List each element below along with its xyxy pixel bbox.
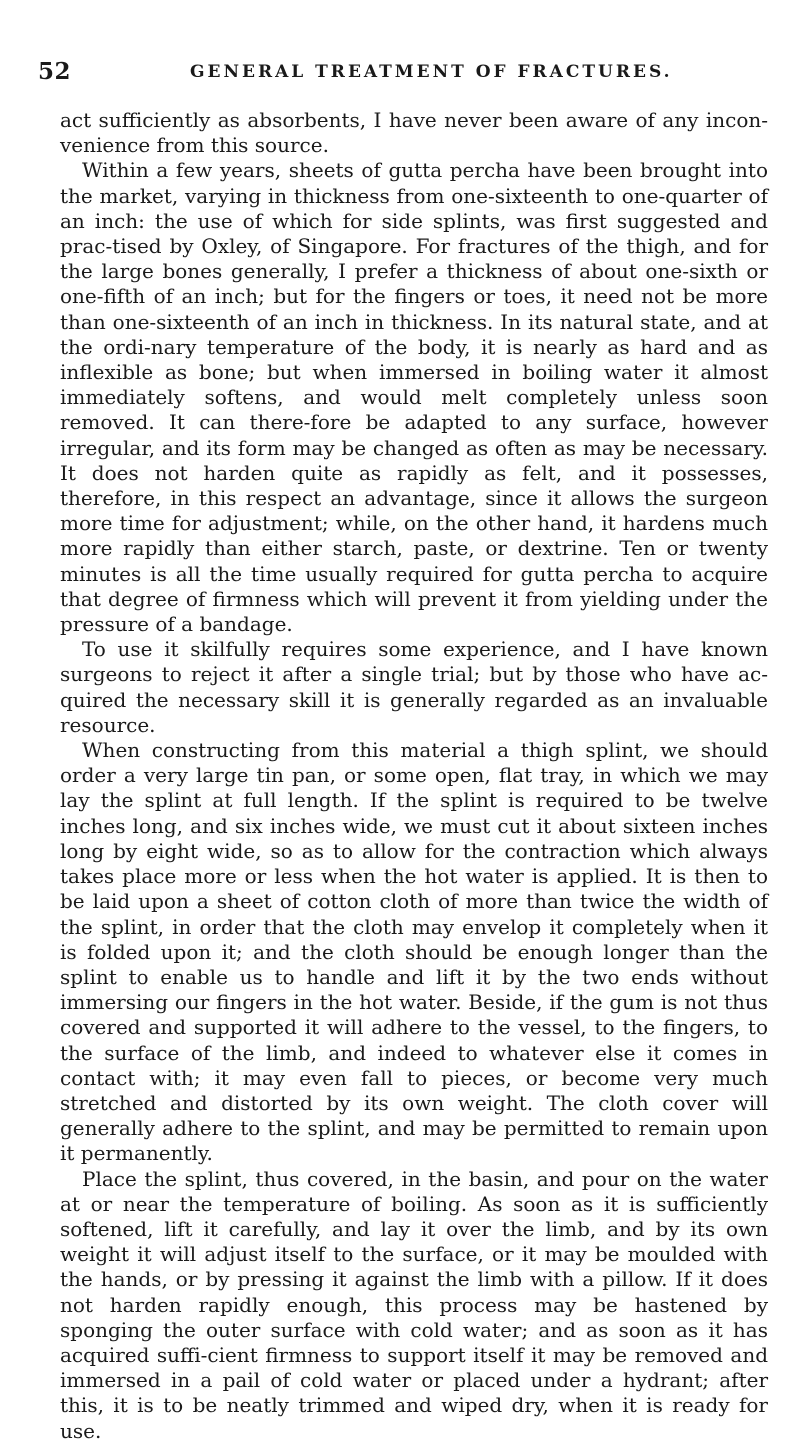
- paragraph-continued: act sufficiently as absorbents, I have never been aware of any incon-venience from this source.: [60, 108, 768, 158]
- paragraph-skill: To use it skilfully requires some experience, and I have known surgeons to reject it after a single trial; but by those who have ac-quired the necessary skill it is generally regarded as an invaluable resource.: [60, 637, 768, 737]
- page-number: 52: [38, 58, 72, 85]
- running-title: GENERAL TREATMENT OF FRACTURES.: [190, 62, 673, 82]
- paragraph-thigh-splint: When constructing from this material a thigh splint, we should order a very large tin pan, or some open, flat tray, in which we may lay the splint at full length. If the splint is required to be twelve inches long, and six inches wide, we must cut it about sixteen inches long by eight wide, so as to allow for the contraction which always takes place more or less when the hot water is applied. It is then to be laid upon a sheet of cotton cloth of more than twice the width of the splint, in order that the cloth may envelop it completely when it is folded upon it; and the cloth should be enough longer than the splint to enable us to handle and lift it by the two ends without immersing our fingers in the hot water. Beside, if the gum is not thus covered and supported it will adhere to the vessel, to the fingers, to the surface of the limb, and indeed to whatever else it comes in contact with; it may even fall to pieces, or become very much stretched and distorted by its own weight. The cloth cover will generally adhere to the splint, and may be permitted to remain upon it permanently.: [60, 738, 768, 1166]
- paragraph-application: Place the splint, thus covered, in the basin, and pour on the water at or near the temperature of boiling. As soon as it is sufficiently softened, lift it carefully, and lay it over the limb, and by its own weight it will adjust itself to the surface, or it may be moulded with the hands, or by pressing it against the limb with a pillow. If it does not harden rapidly enough, this process may be hastened by sponging the outer surface with cold water; and as soon as it has acquired suffi-cient firmness to support itself it may be removed and immersed in a pail of cold water or placed under a hydrant; after this, it is to be neatly trimmed and wiped dry, when it is ready for use.: [60, 1166, 768, 1443]
- paragraph-gutta-percha: Within a few years, sheets of gutta percha have been brought into the market, varying in thickness from one-sixteenth to one-quarter of an inch: the use of which for side splints, was first suggested and prac-tised by Oxley, of Singapore. For fractures of the thigh, and for the large bones generally, I prefer a thickness of about one-sixth or one-fifth of an inch; but for the fingers or toes, it need not be more than one-sixteenth of an inch in thickness. In its natural state, and at the ordi-nary temperature of the body, it is nearly as hard and as inflexible as bone; but when immersed in boiling water it almost immediately softens, and would melt completely unless soon removed. It can there-fore be adapted to any surface, however irregular, and its form may be changed as often as may be necessary. It does not harden quite as rapidly as felt, and it possesses, therefore, in this respect an advantage, since it allows the surgeon more time for adjustment; while, on the other hand, it hardens much more rapidly than either starch, paste, or dextrine. Ten or twenty minutes is all the time usually required for gutta percha to acquire that degree of firmness which will prevent it from yielding under the pressure of a bandage.: [60, 158, 768, 637]
- running-head: [38, 58, 768, 88]
- body-text: [60, 108, 768, 1444]
